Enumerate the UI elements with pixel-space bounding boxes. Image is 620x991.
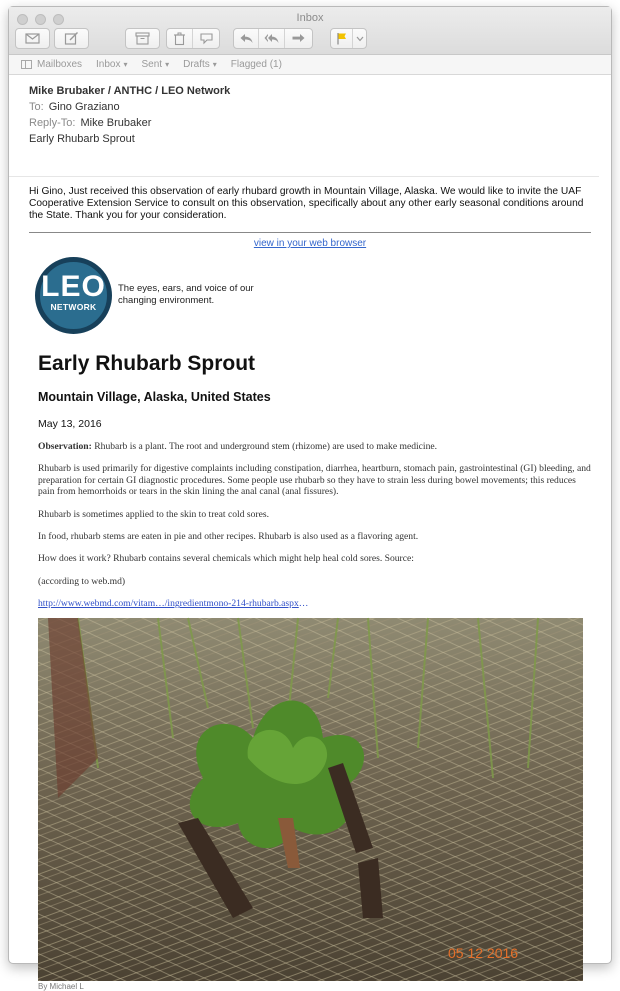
- article-title: Early Rhubarb Sprout: [38, 352, 256, 375]
- favorite-flagged-label: Flagged (1): [230, 59, 282, 70]
- favorite-drafts[interactable]: [183, 59, 217, 70]
- paragraph-source: (according to web.md): [38, 575, 126, 587]
- to-row: [29, 101, 599, 113]
- reply-to-name[interactable]: Mike Brubaker: [80, 117, 152, 129]
- new-message-button[interactable]: [54, 28, 89, 49]
- photo-date-stamp: 05 12 2016: [448, 945, 519, 962]
- source-link[interactable]: http://www.webmd.com/vitam…/ingredientmono-214-rhubarb.aspx: [38, 598, 299, 610]
- trash-icon: [172, 32, 187, 45]
- reply-icon: [239, 32, 254, 45]
- leo-network-logo[interactable]: [35, 257, 112, 334]
- newsletter-brand: [29, 253, 591, 335]
- junk-button[interactable]: [193, 29, 219, 48]
- reply-all-button[interactable]: [259, 29, 285, 48]
- forward-button[interactable]: [285, 29, 312, 48]
- new-message-icon: [64, 32, 79, 45]
- archive-icon: [135, 32, 150, 45]
- article: [29, 352, 591, 991]
- view-in-browser-link[interactable]: view in your web browser: [253, 238, 367, 249]
- chevron-down-icon: ▾: [212, 60, 217, 69]
- window-title: Inbox: [296, 12, 324, 24]
- to-label: To:: [29, 101, 44, 113]
- paragraph-food: In food, rhubarb stems are eaten in pie and other recipes. Rhubarb is also used as a flavoring agent.: [38, 531, 419, 543]
- favorite-sent[interactable]: [142, 59, 170, 70]
- compose-mail-icon: [25, 32, 40, 45]
- paragraph-how-it-works: How does it work? Rhubarb contains several chemicals which might help heal cold sores. Source:: [38, 553, 414, 565]
- message-body: [9, 177, 611, 991]
- mailboxes-icon: [21, 60, 32, 69]
- reply-to-label: Reply-To:: [29, 117, 76, 129]
- favorite-mailboxes-label: Mailboxes: [37, 59, 83, 70]
- favorite-mailboxes[interactable]: [21, 59, 82, 70]
- get-mail-button[interactable]: [15, 28, 50, 49]
- favorite-drafts-label: Drafts: [183, 59, 210, 70]
- favorites-bar: [9, 55, 611, 75]
- paragraph-uses: Rhubarb is used primarily for digestive complaints including constipation, diarrhea, heartburn, stomach pain, gastrointestinal (GI) bleeding, and preparation for certain GI diagnostic procedures. Some people use rhubarb so they have to strain less during bowel movements; this reduces pain from hemorrhoids or tears in the skin lining the anal canal (anal fissures).: [38, 463, 591, 498]
- trash-button[interactable]: [167, 29, 193, 48]
- forward-icon: [291, 32, 306, 45]
- sender-name[interactable]: Mike Brubaker / ANTHC / LEO Network: [29, 85, 231, 97]
- chevron-down-icon: ▾: [165, 60, 170, 69]
- article-date: May 13, 2016: [38, 418, 102, 430]
- logo-sub-text: NETWORK: [50, 302, 97, 312]
- archive-button[interactable]: [125, 28, 160, 49]
- source-link-row: [38, 598, 591, 609]
- intro-text: Hi Gino, Just received this observation of early rhubard growth in Mountain Village, Alaska. We would like to invite the UAF Cooperative Extension Service to consult on this observation, specifically about any other early seasonal conditions around the State. Thank you for your consideration.: [29, 186, 591, 233]
- flag-button[interactable]: [331, 29, 353, 48]
- favorite-inbox-label: Inbox: [96, 59, 121, 70]
- observation-label: Observation:: [38, 441, 92, 452]
- flag-group: [330, 28, 367, 49]
- article-location: Mountain Village, Alaska, United States: [38, 390, 271, 404]
- observation-text: Rhubarb is a plant. The root and underground stem (rhizome) are used to make medicine.: [94, 441, 438, 452]
- logo-main-text: LEO: [41, 270, 106, 303]
- delete-junk-group: [166, 28, 220, 49]
- chevron-down-icon: [356, 36, 364, 42]
- mail-window: [8, 6, 612, 991]
- reply-to-row: [29, 117, 599, 129]
- flag-icon: [334, 32, 349, 45]
- favorite-flagged[interactable]: [231, 59, 282, 70]
- chevron-down-icon: ▾: [123, 60, 128, 69]
- title-bar: [9, 7, 611, 55]
- toolbar: [9, 28, 611, 50]
- rhubarb-photo[interactable]: [38, 618, 583, 981]
- reply-group: [233, 28, 313, 49]
- message-header: [9, 75, 599, 177]
- junk-icon: [199, 32, 214, 45]
- source-link-ellipsis: …: [298, 598, 309, 610]
- photo-byline: By Michael L: [38, 982, 84, 991]
- favorite-sent-label: Sent: [141, 59, 163, 70]
- reply-all-icon: [264, 32, 279, 45]
- reply-button[interactable]: [234, 29, 259, 48]
- recipient-name[interactable]: Gino Graziano: [48, 101, 120, 113]
- tagline: The eyes, ears, and voice of our changing environment.: [118, 283, 254, 306]
- paragraph-skin: Rhubarb is sometimes applied to the skin to treat cold sores.: [38, 508, 270, 520]
- message-subject: Early Rhubarb Sprout: [29, 133, 135, 145]
- flag-menu-button[interactable]: [353, 29, 366, 48]
- observation-paragraph: [38, 441, 591, 452]
- favorite-inbox[interactable]: [96, 59, 127, 70]
